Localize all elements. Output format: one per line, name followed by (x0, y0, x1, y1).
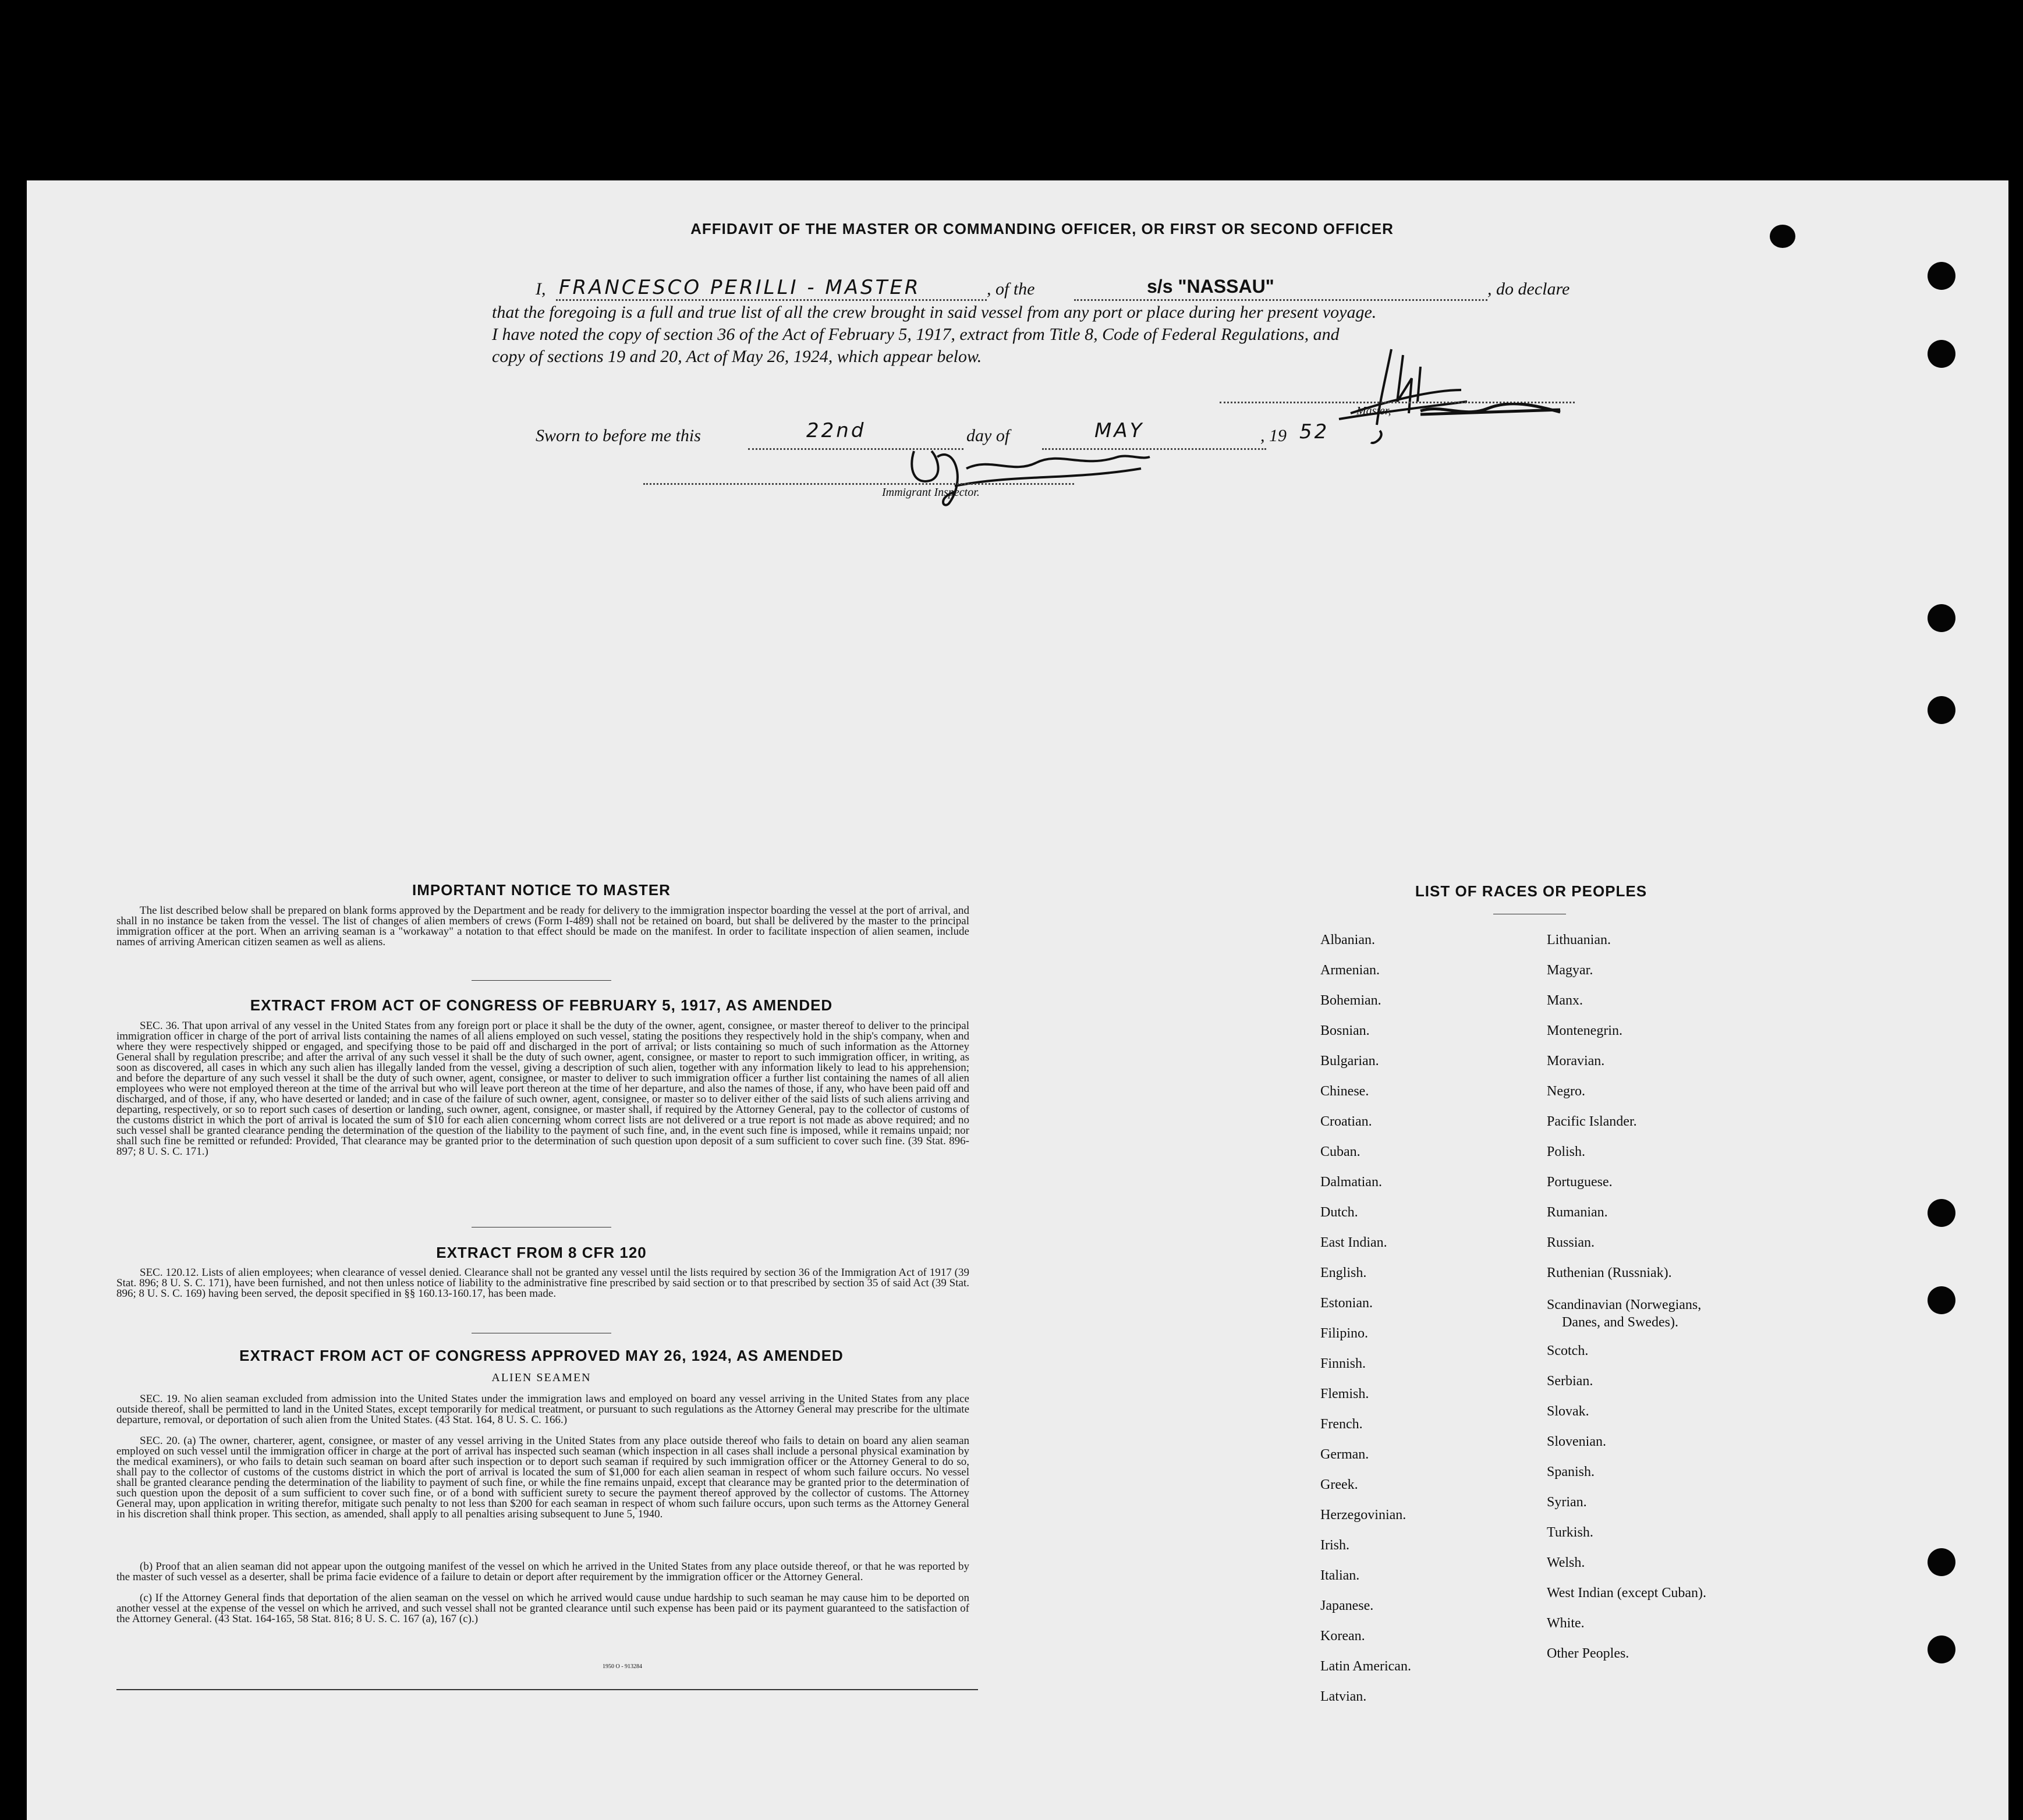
race-item: Italian. (1320, 1568, 1360, 1583)
race-item: Pacific Islander. (1547, 1114, 1637, 1129)
race-item: Flemish. (1320, 1386, 1369, 1402)
punch-hole (1928, 1635, 1955, 1663)
race-item: Ruthenian (Russniak). (1547, 1265, 1672, 1280)
affidavit-body-line3: copy of sections 19 and 20, Act of May 26, 1924, which appear below. (492, 347, 982, 366)
year-prefix: , 19 (1260, 426, 1287, 445)
race-item: Filipino. (1320, 1326, 1369, 1341)
race-item: Irish. (1320, 1538, 1349, 1553)
race-item: West Indian (except Cuban). (1547, 1585, 1706, 1601)
punch-hole (1928, 1199, 1955, 1227)
notice-title: IMPORTANT NOTICE TO MASTER (412, 881, 671, 899)
race-item: Lithuanian. (1547, 932, 1611, 948)
of-the-label: , of the (987, 279, 1035, 299)
race-item: Croatian. (1320, 1114, 1372, 1129)
race-item: Negro. (1547, 1084, 1585, 1099)
race-item: Bohemian. (1320, 993, 1381, 1008)
race-item: Portuguese. (1547, 1175, 1613, 1190)
day-of-label: day of (966, 426, 1010, 445)
divider (472, 980, 611, 981)
race-item: Greek. (1320, 1477, 1358, 1492)
race-item: Montenegrin. (1547, 1023, 1622, 1038)
race-item: Armenian. (1320, 963, 1380, 978)
month-value: MAY (1094, 419, 1145, 442)
extract-1917-title: EXTRACT FROM ACT OF CONGRESS OF FEBRUARY 5, 1917, AS AMENDED (250, 996, 833, 1014)
section-20b-text: (b) Proof that an alien seaman did not appear upon the outgoing manifest of the vessel on which he arrived in the United States from any place outside thereof, or that he was reported by the master of such vessel as a deserter, shall be prima facie evidence of a failure to detain or deport after requirement by the immigration officer or the Attorney General. (116, 1560, 969, 1583)
punch-hole (1928, 1548, 1955, 1576)
inspector-signature (897, 434, 1153, 515)
race-item: East Indian. (1320, 1235, 1387, 1250)
race-item: Albanian. (1320, 932, 1375, 948)
punch-hole (1928, 1286, 1955, 1314)
race-item: Scandinavian (Norwegians, (1547, 1297, 1702, 1312)
punch-hole (1928, 696, 1955, 724)
section-19-text: SEC. 19. No alien seaman excluded from admission into the United States under the immigration laws and employed on board any vessel arriving in the United States from any place outside thereof, shall be permitted to land in the United States, except temporarily for medical treatment, or pursuant to such regulations as the Attorney General may prescribe for the ultimate departure, removal, or deportation of such alien from the United States. (43 Stat. 164, 8 U. S. C. 166.) (116, 1393, 969, 1426)
punch-hole (1928, 340, 1955, 368)
master-name: FRANCESCO PERILLI - MASTER (559, 276, 921, 299)
master-signature (1316, 343, 1467, 448)
race-item: French. (1320, 1417, 1363, 1432)
race-item: Chinese. (1320, 1084, 1369, 1099)
declaration-line (536, 279, 546, 299)
races-column-1 (1320, 925, 1411, 1712)
punch-hole (1928, 604, 1955, 632)
notice-text: The list described below shall be prepared on blank forms approved by the Department and be ready for delivery to the immigration inspector boarding the vessel at the port of arrival, and shall in no instance be taken from the vessel. The list of changes of alien members of crews (Form I-489) shall not be retained on board, but shall be delivered by the master to the principal immigration officer at the port. When an arriving seaman is a "workaway" a notation to that effect should be made on the manifest. In order to facilitate inspection of alien seamen, include names of arriving American citizen seamen as well as aliens. (116, 904, 969, 948)
master-label: Master, (1356, 405, 1391, 417)
race-item: Spanish. (1547, 1464, 1595, 1480)
race-item: Welsh. (1547, 1555, 1585, 1570)
race-item: Bosnian. (1320, 1023, 1370, 1038)
races-column-2 (1547, 925, 1706, 1669)
vessel-name: s/s "NASSAU" (1147, 276, 1274, 297)
bottom-rule (116, 1689, 978, 1690)
race-item: Scotch. (1547, 1343, 1589, 1358)
race-item: Slovak. (1547, 1404, 1589, 1419)
affidavit-title: AFFIDAVIT OF THE MASTER OR COMMANDING OFFICER, OR FIRST OR SECOND OFFICER (690, 220, 1394, 237)
affidavit-body-line2: I have noted the copy of section 36 of the Act of February 5, 1917, extract from Title 8, Code of Federal Regulations, and (492, 325, 1340, 344)
extract-cfr-text: SEC. 120.12. Lists of alien employees; when clearance of vessel denied. Clearance shall not be granted any vessel until the lists required by section 36 of the Immigration Act of 1917 (39 Stat. 896; 8 U. S. C. 171), have been furnished, and not then unless notice of liability to the administrative fine prescribed by said section or to that prescribed by section 35 of said Act (39 Stat. 896; 8 U. S. C. 169) having been served, the deposit specified in §§ 160.13-160.17, has been made. (116, 1266, 969, 1300)
race-item: Finnish. (1320, 1356, 1366, 1371)
race-item: Japanese. (1320, 1598, 1374, 1613)
race-item: Herzegovinian. (1320, 1507, 1406, 1523)
races-title: LIST OF RACES OR PEOPLES (1415, 882, 1648, 900)
inspector-label: Immigrant Inspector. (882, 486, 980, 499)
race-item: Latin American. (1320, 1659, 1411, 1674)
struck-out-text (1418, 403, 1563, 420)
race-item: Estonian. (1320, 1296, 1373, 1311)
section-20a-text: SEC. 20. (a) The owner, charterer, agent, consignee, or master of any vessel arriving in the United States from any place outside thereof who fails to detain on board any alien seaman employed on such vessel until the immigration officer in charge at the port of arrival has inspected such seaman (which inspection in all cases shall include a personal physical examination by the medical examiners), or who fails to detain such seaman on board after such inspection or to deport such seaman if required by such immigration officer or the Attorney General to do so, shall pay to the collector of customs of the customs district in which the port of arrival is located the sum of $1,000 for each alien seaman in respect of whom such failure occurs. No vessel shall be granted clearance pending the determination of the liability to payment of such fine, or while the fine remains unpaid, except that clearance may be granted prior to the determination of such question upon the deposit of a sum sufficient to cover such fine, or of a bond with sufficient surety to secure the payment thereof approved by the collector of customs. The Attorney General may, upon application in writing therefor, mitigate such penalty to not less than $200 for each seaman in respect of whom such failure occurs, upon such terms as the Attorney General in his discretion shall think proper. This section, as amended, shall apply to all penalties arising subsequent to June 5, 1940. (116, 1435, 969, 1520)
race-item: Serbian. (1547, 1374, 1593, 1389)
race-item: Dalmatian. (1320, 1175, 1382, 1190)
race-item: White. (1547, 1616, 1585, 1631)
race-item: Dutch. (1320, 1205, 1358, 1220)
do-declare-label: , do declare (1487, 279, 1570, 299)
race-item: Slovenian. (1547, 1434, 1606, 1449)
section-20c-text: (c) If the Attorney General finds that deportation of the alien seaman on the vessel on which he arrived would cause undue hardship to such seaman he may cause him to be deported on another vessel at the expense of the vessel on which he arrived, and such vessel shall not be granted clearance until such expense has been paid or its payment guaranteed to the satisfaction of the Attorney General. (43 Stat. 164-165, 58 Stat. 816; 8 U. S. C. 167 (a), 167 (c).) (116, 1592, 969, 1625)
printer-code: 1950 O - 913284 (603, 1663, 643, 1670)
race-item: Other Peoples. (1547, 1646, 1629, 1661)
race-item: Syrian. (1547, 1495, 1587, 1510)
race-item: Latvian. (1320, 1689, 1367, 1704)
punch-hole (1770, 225, 1795, 248)
race-item: Manx. (1547, 993, 1583, 1008)
sworn-label: Sworn to before me this (536, 426, 701, 445)
race-item: Turkish. (1547, 1525, 1593, 1540)
vessel-dotted-line (1074, 299, 1487, 301)
race-item: Korean. (1320, 1629, 1365, 1644)
inspector-signature-line (643, 483, 1074, 485)
race-item: Rumanian. (1547, 1205, 1608, 1220)
race-item: Moravian. (1547, 1053, 1605, 1069)
race-item: Magyar. (1547, 963, 1593, 978)
extract-1924-title: EXTRACT FROM ACT OF CONGRESS APPROVED MAY 26, 1924, AS AMENDED (239, 1347, 844, 1364)
punch-hole (1928, 262, 1955, 290)
race-item: Bulgarian. (1320, 1053, 1379, 1069)
extract-cfr-title: EXTRACT FROM 8 CFR 120 (436, 1244, 647, 1261)
race-item: Russian. (1547, 1235, 1595, 1250)
alien-seamen-subtitle: ALIEN SEAMEN (491, 1371, 591, 1384)
race-item: Danes, and Swedes). (1562, 1315, 1678, 1330)
day-value: 22nd (806, 419, 866, 442)
affidavit-body-line1: that the foregoing is a full and true list of all the crew brought in said vessel from any port or place during her present voyage. (492, 303, 1377, 322)
race-item: Cuban. (1320, 1144, 1361, 1159)
name-dotted-line (556, 299, 987, 301)
race-item: English. (1320, 1265, 1367, 1280)
extract-1917-text: SEC. 36. That upon arrival of any vessel in the United States from any foreign port or place it shall be the duty of the owner, agent, consignee, or master thereof to deliver to the principal immigration officer in charge of the port of arrival lists containing the names of all aliens employed on such vessel, stating the positions they respectively hold in the ship's company, when and where they were respectively shipped or engaged, and specifying those to be paid off and discharged in the port of arrival; or lists containing so much of such information as the Attorney General shall by regulation prescribe; and after the arrival of any such vessel it shall be the duty of such owner, agent, consignee, or master to report to such immigration officer, in writing, as soon as discovered, all cases in which any such alien has illegally landed from the vessel, giving a description of such alien, together with any information likely to lead to his apprehension; and before the departure of any such vessel it shall be the duty of such owner, agent, consignee, or master to deliver to such immigration officer a further list containing the names of all alien employees who were not employed thereon at the time of the arrival but who will leave port thereon at the time of her departure, and also the names of those, if any, who have been paid off and discharged, and of those, if any, who have deserted or landed; and in case of the failure of such owner, agent, consignee, or master so to deliver either of the said lists of such aliens arriving and departing, respectively, or so to report such cases of desertion or landing, such owner, agent, consignee, or master shall, if required by the Attorney General, pay to the collector of customs of the customs district in which the port of arrival is located the sum of $10 for each alien concerning whom correct lists are not delivered or a true report is not made as above required; and no such vessel shall be granted clearance pending the determination of the question of the liability to the payment of such fine, and, in the event such fine is imposed, while it remains unpaid; nor shall such fine be remitted or refunded: Provided, That clearance may be granted prior to the determination of such question upon deposit of a sum sufficient to cover such fine. (39 Stat. 896-897; 8 U. S. C. 171.) (116, 1020, 969, 1158)
i-label: I, (536, 279, 546, 299)
year-value: 52 (1299, 420, 1330, 444)
race-item: German. (1320, 1447, 1369, 1462)
race-item: Polish. (1547, 1144, 1586, 1159)
